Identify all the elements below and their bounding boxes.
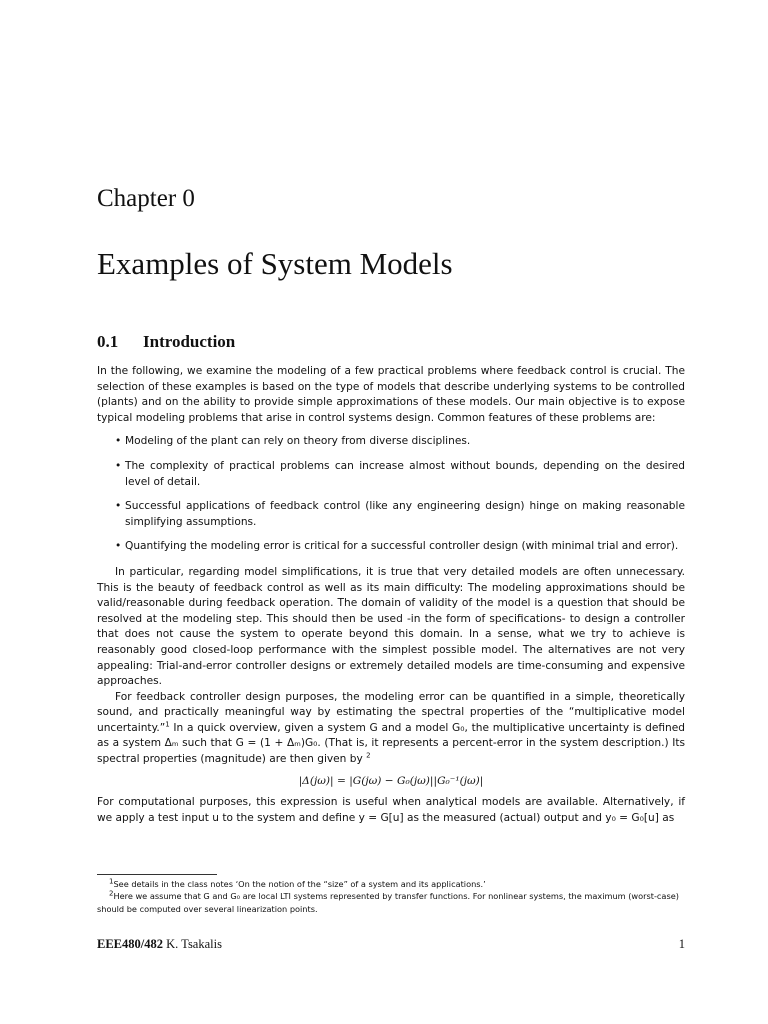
bullet-icon: • (115, 500, 122, 513)
list-item: • Quantifying the modeling error is critical for a successful controller design (with minimal trial and error). (97, 539, 685, 555)
feature-list (97, 434, 685, 555)
bullet-icon: • (115, 459, 122, 472)
author: K. Tsakalis (166, 937, 222, 951)
page-number: 1 (678, 937, 685, 951)
bullet-icon: • (115, 540, 122, 553)
list-item: • The complexity of practical problems can increase almost without bounds, depending on the desired level of detail. (115, 459, 685, 488)
paragraph-model-simplification: In particular, regarding model simplifications, it is true that very detailed models are often unnecessary. This is the beauty of feedback control as well as its main difficulty: The modeling approximations should be valid/reasonable during feedback operation. The domain of validity of the model is a question that should be resolved at the modeling step. This should then be used -in the form of specifications- to design a controller that does not cause the system to operate beyond this domain. In a sense, what we try to achieve is reasonably good closed-loop performance with the simplest possible model. The alternatives are not very appealing: Trial-and-error controller designs or extremely detailed models are time-consuming and expensive approaches. (97, 565, 685, 688)
bullet-icon: • (115, 435, 122, 448)
footnote: $^1$See details in the class notes ‘On the notion of the “size” of a system and its applications.’ (109, 877, 486, 889)
chapter-title: Examples of System Models (97, 246, 453, 281)
uncertainty-equation: |Δ(jω)| = |G(jω) − G₀(jω)||G₀⁻¹(jω)| (298, 774, 484, 787)
section-heading (97, 332, 235, 352)
section-title: Introduction (143, 332, 236, 351)
paragraph-uncertainty: For feedback controller design purposes, the modeling error can be quantified in a simple, theoretically sound, and practically meaningful way by estimating the spectral properties of the “multiplicative model uncertainty.”$^1$ In a quick overview, given a system G and a model G₀, the multiplicative uncertainty is defined as a system Δₘ such that G = (1 + Δₘ)G₀. (That is, it represents a percent-error in the system description.) Its spectral properties (magnitude) are then given by $^2$ (97, 690, 685, 766)
section-number: 0.1 (97, 332, 119, 351)
intro-paragraph: In the following, we examine the modeling of a few practical problems where feedback control is crucial. The selection of these examples is based on the type of models that describe underlying systems to be controlled (plants) and on the ability to provide simple approximations of these models. Our main objective is to expose typical modeling problems that arise in control systems design. Common features of these problems are: (97, 365, 685, 424)
list-item: • Successful applications of feedback control (like any engineering design) hinge on making reasonable simplifying assumptions. (115, 500, 685, 528)
footnote-divider (97, 874, 217, 875)
list-item: • Modeling of the plant can rely on theory from diverse disciplines. (97, 434, 685, 450)
footnote: $^2$Here we assume that G and G₀ are local LTI systems represented by transfer functions. For nonlinear systems, the maximum (worst-case) should be computed over several linearization points. (97, 889, 679, 914)
footnote-ref[interactable]: 2 (366, 751, 371, 760)
body-text (97, 364, 685, 826)
footnotes (97, 874, 685, 915)
course-code: EEE480/482 (97, 937, 163, 951)
footnote-ref[interactable]: 1 (165, 720, 170, 729)
chapter-label: Chapter 0 (97, 185, 195, 212)
paragraph-computational: For computational purposes, this expression is useful when analytical models are available. Alternatively, if we apply a test input u to the system and define y = G[u] as the measured (actual) output and y₀ = G₀[u] as (97, 796, 685, 824)
page-footer (97, 937, 685, 952)
